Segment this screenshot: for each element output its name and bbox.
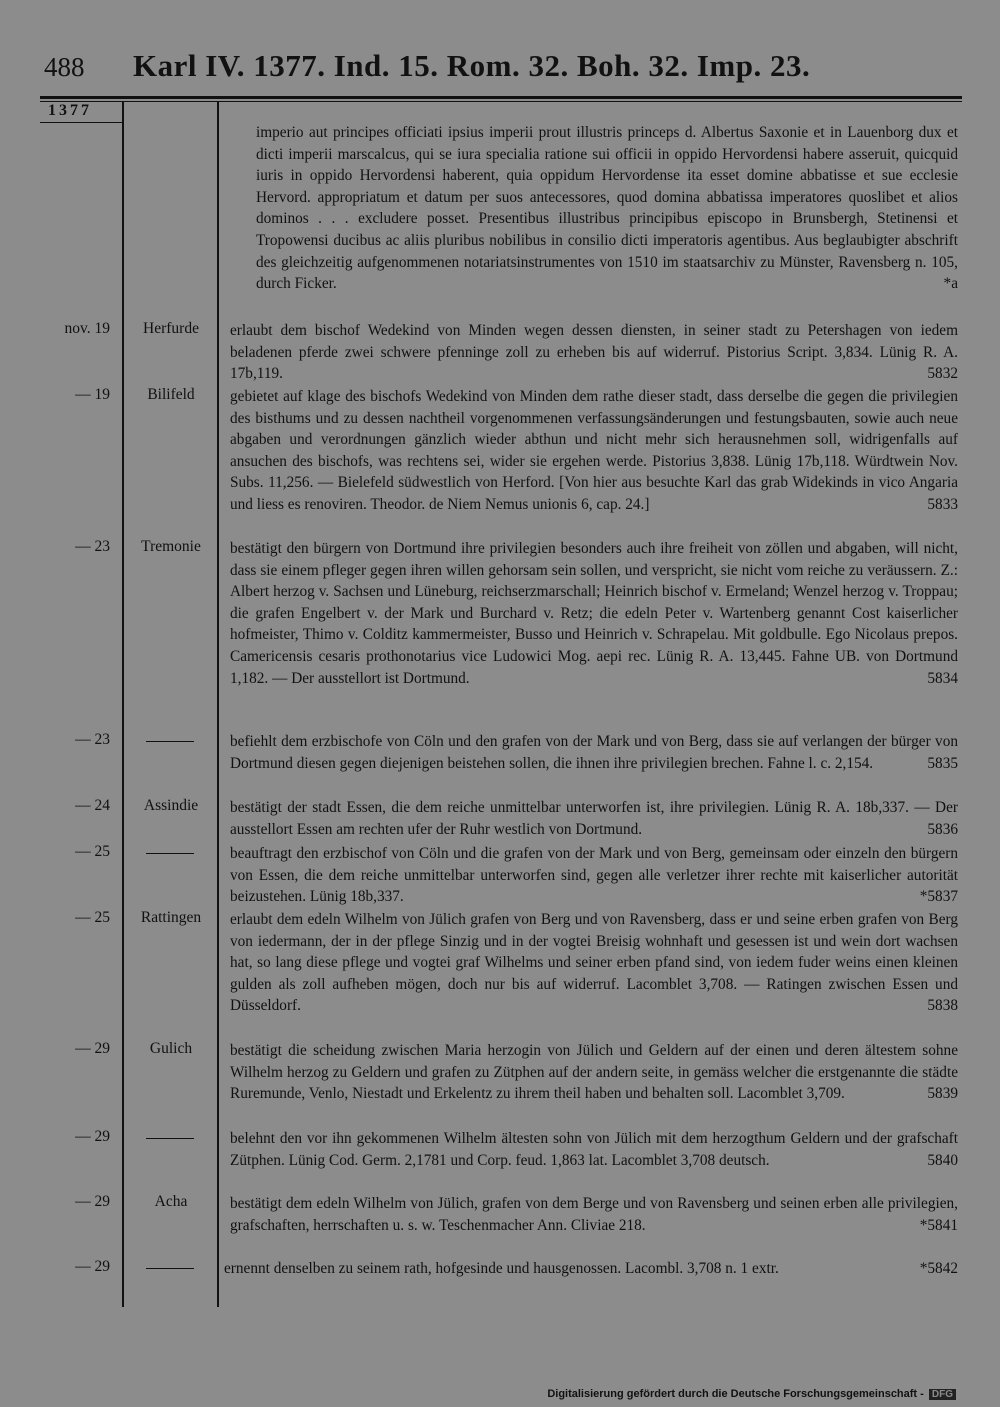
column-divider-date — [122, 101, 124, 1307]
entry-date: — 25 — [75, 843, 110, 860]
year-heading: 1377 — [48, 102, 92, 119]
entry-text: imperio aut principes officiati ipsius imperii prout illustris princeps d. Albertus Saxonie et in Lauenborg dux et dicti imperii marscalcus, qui se iura specialia ratione sui officii in oppido Hervordensi habere asseruit, quicquid iuris in oppido Hervordensi haberent, quia oppidum Hervordense ita esset domine abbatisse et sue ecclesie Hervord. appropriatum et datum per suos antecessores, quod domina abbatissa imperatores quoslibet et alios dominos . . . excludere posset. Presentibus illustribus principibus episcopo in Brunsbergh, Stetinensi et Tropowensi ducibus ac aliis pluribus nobilibus in consilio dicti imperatoris agentibus. Aus beglaubigter abschrift des gleichzeitig aufgenommenen notariatsinstrumentes von 1510 im staatsarchiv zu Münster, Ravensberg n. 105, durch Ficker. *a — [256, 122, 958, 295]
entry-date: — 24 — [75, 797, 110, 814]
column-divider-place — [217, 101, 219, 1307]
place-ditto-rule — [146, 1268, 194, 1269]
page-number: 488 — [44, 52, 85, 82]
entry-text: bestätigt den bürgern von Dortmund ihre privilegien besonders auch ihre freiheit von zöllen und abgaben, will nicht, dass sie einem pfleger gegen ihren willen gehorsam sein sollen, und verspricht, sie nicht vom reiche zu veräussern. Z.: Albert herzog v. Sachsen und Lüneburg, reichserzmarschall; Heinrich bischof v. Ermeland; Wenzel herzog v. Troppau; die grafen Engelbert v. der Mark und Burchard v. Retz; die edeln Peter v. Wartenberg genannt Cost kaiserlicher hofmeister, Thimo v. Colditz kammermeister, Busso und Heinrich v. Schrapelau. Mit goldbulle. Ego Nicolaus prepos. Camericensis cesaris prothonotarius vice Ludowici Mog. aepi rec. Lünig R. A. 13,445. Fahne UB. von Dortmund 1,182. — Der ausstellort ist Dortmund. 5834 — [230, 538, 958, 689]
header-rule — [40, 96, 962, 99]
entry-number: 5836 — [927, 820, 958, 838]
entry-text: belehnt den vor ihn gekommenen Wilhelm ältesten sohn von Jülich mit dem herzogthum Geldern und der grafschaft Zütphen. Lünig Cod. Germ. 2,1781 und Corp. feud. 1,863 lat. Lacomblet 3,708 deutsch. 5840 — [230, 1128, 958, 1171]
place-ditto-rule — [146, 853, 194, 854]
entry-text: bestätigt die scheidung zwischen Maria herzogin von Jülich und Geldern auf der einen und deren ältestem sohne Wilhelm herzog zu Geldern und grafen zu Zütphen auf der andern seite, in gemäss welcher die erstgenannte die städte Ruremunde, Venlo, Niestadt und Erkelentz zu ihrem theil haben und behalten soll. Lacomblet 3,709. 5839 — [230, 1040, 958, 1105]
entry-date: — 23 — [75, 731, 110, 748]
entry-place: Tremonie — [141, 538, 201, 555]
entry-number: 5840 — [927, 1151, 958, 1169]
entry-place: Rattingen — [140, 909, 202, 926]
running-title: Karl IV. 1377. Ind. 15. Rom. 32. Boh. 32. Imp. 23. — [133, 48, 811, 83]
entry-date: — 29 — [75, 1193, 110, 1210]
year-underline — [40, 122, 122, 123]
entry-text: ernennt denselben zu seinem rath, hofgesinde und hausgenossen. Lacombl. 3,708 n. 1 extr. *5842 — [224, 1258, 958, 1280]
place-ditto-rule — [146, 1138, 194, 1139]
entry-text: gebietet auf klage des bischofs Wedekind von Minden dem rathe dieser stadt, dass derselbe die gegen die privilegien des bisthums und zu dessen nachtheil vorgenommenen verfassungsänderungen und festungsbauten, sowie auch neue abgaben und verordnungen gänzlich wieder abthun und nicht mehr sich herausnehmen soll, widrigenfalls auf ansuchen des bischofs, was rechtens sei, wider sie ergehen werde. Pistorius 3,838. Lünig 17b,118. Würdtwein Nov. Subs. 11,256. — Bielefeld südwestlich von Herford. [Von hier aus besuchte Karl das grab Widekinds in vico Angaria und liess es renoviren. Theodor. de Niem Nemus unionis 6, cap. 24.] 5833 — [230, 386, 958, 516]
entry-date: — 29 — [75, 1258, 110, 1275]
entry-number: 5838 — [927, 997, 958, 1015]
entry-place: Assindie — [143, 797, 199, 814]
header-rule-thin — [40, 101, 962, 102]
entry-text: erlaubt dem bischof Wedekind von Minden wegen dessen diensten, in seiner stadt zu Petershagen von iedem beladenen pferde zwei schwere pfenninge zoll zu erheben bis auf widerruf. Pistorius Script. 3,834. Lünig R. A. 17b,119. 5832 — [230, 320, 958, 385]
entry-date: — 23 — [75, 538, 110, 555]
dfg-logo: DFG — [929, 1389, 956, 1400]
entry-number: 5833 — [927, 495, 958, 513]
digitization-credit — [547, 1388, 956, 1400]
entry-date: nov. 19 — [64, 320, 110, 337]
entry-place: Bilifeld — [147, 386, 195, 403]
entry-number: 5835 — [927, 754, 958, 772]
entry-number: 5834 — [927, 669, 958, 687]
entry-text: bestätigt der stadt Essen, die dem reiche unmittelbar unterworfen ist, ihre privilegien. Lünig R. A. 18b,337. — Der ausstellort Essen am rechten ufer der Ruhr westlich von Dortmund. 5836 — [230, 797, 958, 840]
entry-number: *5837 — [919, 888, 958, 906]
entry-date: — 29 — [75, 1040, 110, 1057]
entry-number: *5841 — [919, 1216, 958, 1234]
entry-place: Acha — [154, 1193, 188, 1210]
entry-date: — 29 — [75, 1128, 110, 1145]
entry-number: 5832 — [927, 365, 958, 383]
entry-text: bestätigt dem edeln Wilhelm von Jülich, grafen von dem Berge und von Ravensberg und seinen erben alle privilegien, grafschaften, herrschaften u. s. w. Teschenmacher Ann. Cliviae 218. *5841 — [230, 1193, 958, 1236]
entry-text: beauftragt den erzbischof von Cöln und die grafen von der Mark und von Berg, gemeinsam oder einzeln den bürgern von Essen, die dem reiche unmittelbar unterworfen sind, gegen alle verletzer ihrer rechte mit kaiserlicher autorität beizustehen. Lünig 18b,337. *5837 — [230, 843, 958, 908]
entry-place: Gulich — [149, 1040, 193, 1057]
entry-place: Herfurde — [143, 320, 199, 337]
entry-number: 5839 — [927, 1085, 958, 1103]
entry-number: *5842 — [919, 1260, 958, 1277]
entry-number: *a — [943, 275, 958, 293]
place-ditto-rule — [146, 741, 194, 742]
entry-date: — 25 — [75, 909, 110, 926]
entry-date: — 19 — [75, 386, 110, 403]
entry-text: erlaubt dem edeln Wilhelm von Jülich grafen von Berg und von Ravensberg, dass er und seine erben grafen von Berg von iedermann, der in der pflege Sinzig und in der vogtei Breisig wohnhaft und gesessen ist und wein dort wachsen hat, so lang diese pflege und vogtei graf Wilhelms und seiner erben pfand sind, von iedem fuder weins einen kleinen gulden als zoll aufheben mögen, doch nur bis auf widerruf. Lacomblet 3,708. — Ratingen zwischen Essen und Düsseldorf. 5838 — [230, 909, 958, 1017]
entry-text: befiehlt dem erzbischofe von Cöln und den grafen von der Mark und von Berg, dass sie auf verlangen der bürger von Dortmund diesen gegen diejenigen beistehen sollen, die ihnen ihre privilegien brechen. Fahne l. c. 2,154. 5835 — [230, 731, 958, 774]
credit-text: Digitalisierung gefördert durch die Deutsche Forschungsgemeinschaft - — [547, 1388, 924, 1400]
